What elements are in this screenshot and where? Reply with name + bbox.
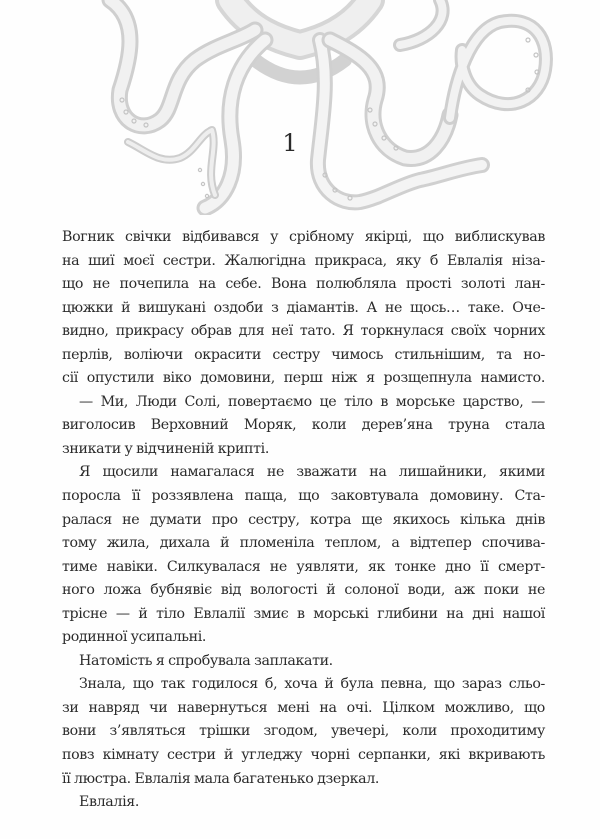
text-line: її люстра. Евлалія мала багатенько дзеркал. xyxy=(62,770,380,787)
text-line: тому жила, дихала й пломеніла теплом, а відтепер спочива- xyxy=(62,535,545,552)
text-line: вони з’являться трішки згодом, увечері, коли проходитиму xyxy=(62,723,545,740)
text-line: Вогник свічки відбивався у срібному якірці, що виблискував xyxy=(62,229,545,245)
paragraph xyxy=(62,791,545,815)
text-line: виголосив Верховний Моряк, коли дерев’яна труна стала xyxy=(62,417,545,434)
text-line: ного ложа бубнявіє від вологості й солоної води, аж поки не xyxy=(62,582,545,599)
text-line: зникати у відчиненій крипті. xyxy=(62,440,270,457)
text-line: цюжки й вишукані оздоби з діамантів. А не щось… таке. Оче- xyxy=(62,299,545,316)
paragraph xyxy=(62,461,545,649)
text-line: Натомість я спробувала заплакати. xyxy=(79,652,333,669)
text-line: Знала, що так годилося б, хоча й була певна, що зараз сльо- xyxy=(79,676,545,693)
text-line: поросла її роззявлена паща, що заковтувала домовину. Ста- xyxy=(62,488,545,505)
text-line: що не почепила на себе. Вона полюбляла прості золоті лан- xyxy=(62,276,545,293)
octopus-illustration-icon xyxy=(0,0,600,215)
paragraph xyxy=(62,226,545,391)
chapter-body-text xyxy=(62,226,545,815)
text-line: повз кімнату сестри й угледжу чорні серпанки, які вкривають xyxy=(62,747,545,764)
text-line: сії опустили віко домовини, перш ніж я розщепнула намисто. xyxy=(62,370,545,387)
paragraph xyxy=(62,650,545,674)
text-line: на шиї моєї сестри. Жалюгідна прикраса, яку б Евлалія ніза- xyxy=(62,252,545,269)
text-line: Я щосили намагалася не зважати на лишайники, якими xyxy=(79,464,545,481)
paragraph xyxy=(62,391,545,462)
chapter-number: 1 xyxy=(282,129,298,157)
text-line: тиме навіки. Силкувалася не уявляти, як тонке дно її смерт- xyxy=(62,558,545,575)
text-line: Евлалія. xyxy=(79,794,140,811)
text-line: перлів, воліючи окрасити сестру чимось стильнішим, та но- xyxy=(62,346,545,363)
text-line: видно, прикрасу обрав для неї тато. Я торкнулася своїх чорних xyxy=(62,323,545,340)
text-line: ралася не думати про сестру, котра ще якихось кілька днів xyxy=(62,511,545,528)
text-line: зи навряд чи навернуться мені на очі. Цілком можливо, що xyxy=(62,699,545,716)
text-line: трісне — й тіло Евлалії змиє в морські глибини на дні нашої xyxy=(62,605,545,622)
text-line: родинної усипальні. xyxy=(62,629,207,646)
text-line: — Ми, Люди Солі, повертаємо це тіло в морське царство, — xyxy=(79,393,545,410)
paragraph xyxy=(62,673,545,791)
